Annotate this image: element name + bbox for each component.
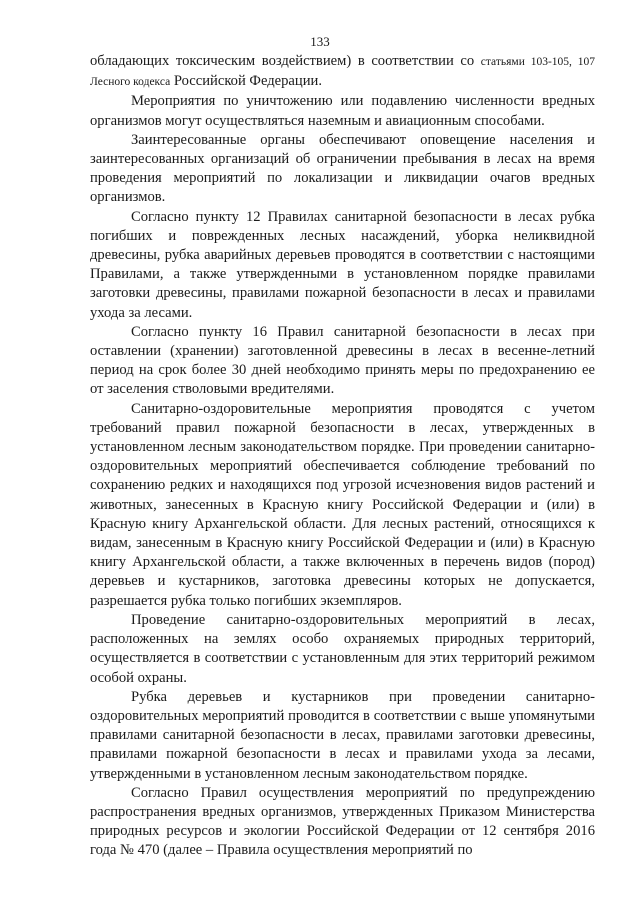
paragraph: Заинтересованные органы обеспечивают оповещение населения и заинтересованных организаций об ограничении пребывания в лесах на время проведения мероприятий по локализации и ликвидации очагов вредных организмов. [90,131,595,206]
document-body [90,52,595,861]
paragraph-text: обладающих токсическим воздействием) в соответствии со [90,53,481,69]
paragraph-continuation [90,52,595,92]
page-number: 133 [310,34,330,49]
paragraph-text: Российской Федерации. [170,73,322,90]
paragraph: Согласно пункту 12 Правилах санитарной безопасности в лесах рубка погибших и поврежденных лесных насаждений, уборка неликвидной древесины, рубка аварийных деревьев проводятся в соответствии с настоящими Правилами, а также утвержденными в установленном порядке правилами заготовки древесины, правилами пожарной безопасности в лесах и правилами ухода за лесами. [90,208,595,321]
paragraph: Согласно Правил осуществления мероприятий по предупреждению распространения вредных организмов, утвержденных Приказом Министерства природных ресурсов и экологии Российской Федерации от 12 сентября 2016 года № 470 (далее – Правила осуществления мероприятий по [90,784,595,859]
legal-reference: статьями 103-105, 107 Лесного кодекса [90,56,595,89]
paragraph: Проведение санитарно-оздоровительных мероприятий в лесах, расположенных на землях особо охраняемых природных территорий, осуществляется в соответствии с установленным для этих территорий режимом особой охраны. [90,611,595,686]
paragraph: Санитарно-оздоровительные мероприятия проводятся с учетом требований правил пожарной безопасности в лесах, утвержденных в установленном лесным законодательством порядке. При проведении санитарно-оздоровительных мероприятий обеспечивается соблюдение требований по сохранению редких и находящихся под угрозой исчезновения видов растений и животных, занесенных в Красную книгу Российской Федерации и (или) в Красную книгу Архангельской области. Для лесных растений, относящихся к видам, занесенным в Красную книгу Российской Федерации и (или) в Красную книгу Архангельской области, а также включенных в перечень видов (пород) деревьев и кустарников, заготовка древесины которых не допускается, разрешается рубка только погибших экземпляров. [90,400,595,609]
paragraph: Согласно пункту 16 Правил санитарной безопасности в лесах при оставлении (хранении) заготовленной древесины в лесах в весенне-летний период на срок более 30 дней необходимо принять меры по предохранению ее от заселения стволовыми вредителями. [90,323,595,398]
paragraph: Рубка деревьев и кустарников при проведении санитарно-оздоровительных мероприятий проводится в соответствии с выше упомянутыми правилами санитарной безопасности в лесах, правилами заготовки древесины, правилами пожарной безопасности в лесах и правилами ухода за лесами, утвержденными в установленном лесным законодательством порядке. [90,688,595,782]
paragraph: Мероприятия по уничтожению или подавлению численности вредных организмов могут осуществляться наземным и авиационным способами. [90,93,595,129]
